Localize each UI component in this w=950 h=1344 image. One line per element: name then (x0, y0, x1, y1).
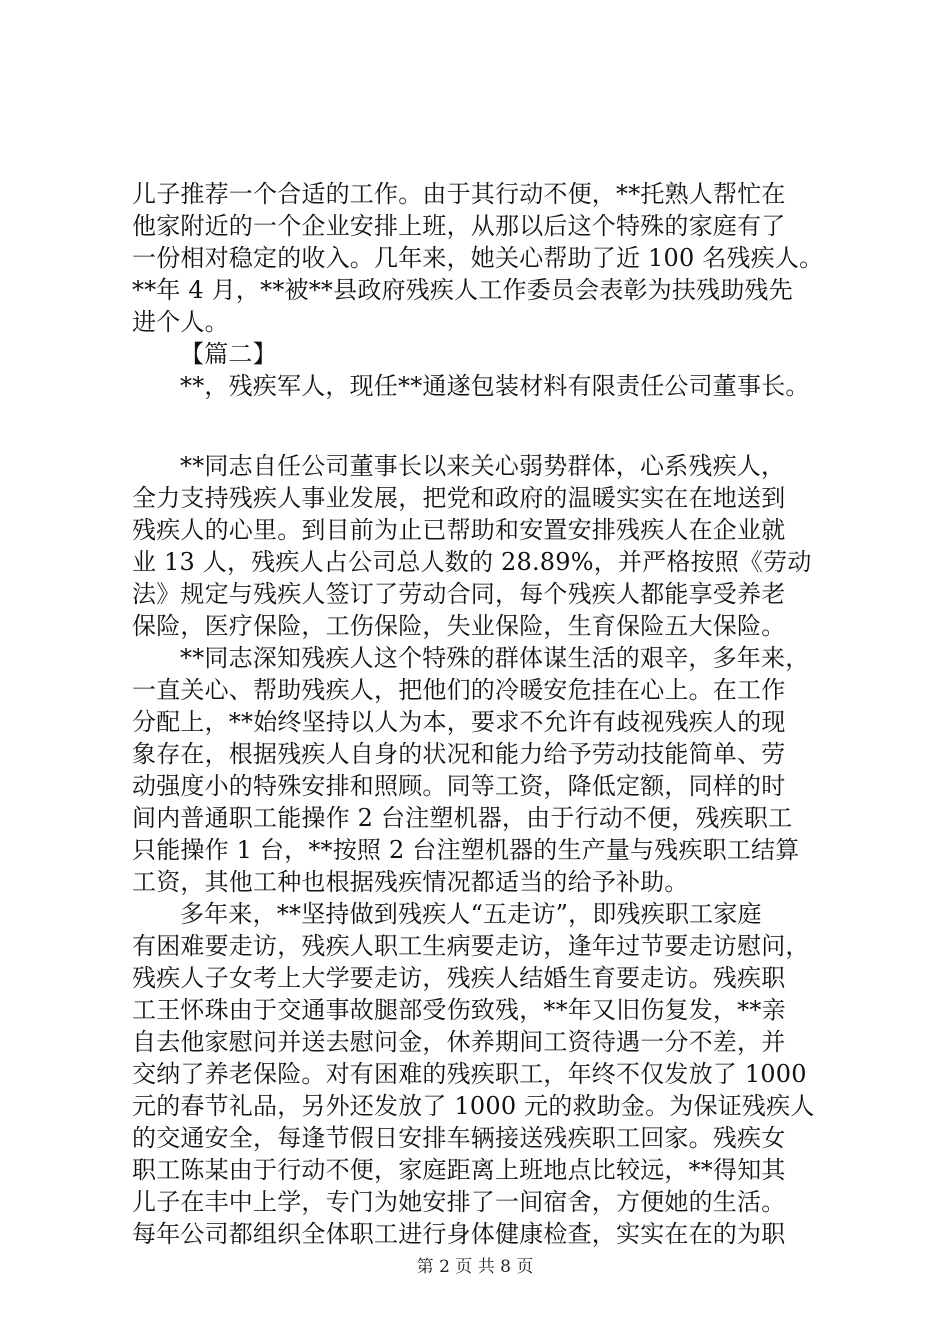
text-line: 每年公司都组织全体职工进行身体健康检查，实实在在的为职 (132, 1220, 786, 1248)
text-line: 分配上，**始终坚持以人为本，要求不允许有歧视残疾人的现 (132, 708, 786, 736)
text-line: **同志深知残疾人这个特殊的群体谋生活的艰辛，多年来， (180, 644, 810, 672)
text-line: 儿子在丰中上学，专门为她安排了一间宿舍，方便她的生活。 (132, 1188, 786, 1216)
text-line: 象存在，根据残疾人自身的状况和能力给予劳动技能简单、劳 (132, 740, 786, 768)
text-line: 动强度小的特殊安排和照顾。同等工资，降低定额，同样的时 (132, 772, 786, 800)
text-line: 的交通安全，每逢节假日安排车辆接送残疾职工回家。残疾女 (132, 1124, 786, 1152)
text-line: **年 4 月，**被**县政府残疾人工作委员会表彰为扶残助残先 (132, 276, 793, 304)
text-line: 残疾人的心里。到目前为止已帮助和安置安排残疾人在企业就 (132, 516, 786, 544)
paragraph-continued (132, 178, 832, 402)
text-line: 元的春节礼品，另外还发放了 1000 元的救助金。为保证残疾人 (132, 1092, 815, 1120)
text-line: 工资，其他工种也根据残疾情况都适当的给予补助。 (132, 868, 689, 896)
text-line: 多年来，**坚持做到残疾人“五走访”，即残疾职工家庭 (180, 900, 762, 928)
text-line: **同志自任公司董事长以来关心弱势群体，心系残疾人， (180, 452, 786, 480)
text-line: 法》规定与残疾人签订了劳动合同，每个残疾人都能享受养老 (132, 580, 786, 608)
text-line: 间内普通职工能操作 2 台注塑机器，由于行动不便，残疾职工 (132, 804, 793, 832)
text-line: 工王怀珠由于交通事故腿部受伤致残，**年又旧伤复发，**亲 (132, 996, 786, 1024)
text-line: **，残疾军人，现任**通遂包装材料有限责任公司董事长。 (180, 372, 810, 400)
text-line: 自去他家慰问并送去慰问金，休养期间工资待遇一分不差，并 (132, 1028, 786, 1056)
text-line: 交纳了养老保险。对有困难的残疾职工，年终不仅发放了 1000 (132, 1060, 807, 1088)
text-line: 残疾人子女考上大学要走访，残疾人结婚生育要走访。残疾职 (132, 964, 786, 992)
text-line: 全力支持残疾人事业发展，把党和政府的温暖实实在在地送到 (132, 484, 786, 512)
text-line: 儿子推荐一个合适的工作。由于其行动不便，**托熟人帮忙在 (132, 180, 786, 208)
text-line: 有困难要走访，残疾人职工生病要走访，逢年过节要走访慰问， (132, 932, 810, 960)
text-line: 他家附近的一个企业安排上班，从那以后这个特殊的家庭有了 (132, 212, 786, 240)
text-line: 业 13 人，残疾人占公司总人数的 28.89%，并严格按照《劳动 (132, 548, 812, 576)
text-line: 只能操作 1 台，**按照 2 台注塑机器的生产量与残疾职工结算 (132, 836, 800, 864)
text-line: 职工陈某由于行动不便，家庭距离上班地点比较远，**得知其 (132, 1156, 786, 1184)
page-number-footer: 第 2 页 共 8 页 (416, 1257, 534, 1277)
text-line: 一直关心、帮助残疾人，把他们的冷暖安危挂在心上。在工作 (132, 676, 786, 704)
text-line: 进个人。 (132, 308, 229, 336)
text-line: 一份相对稳定的收入。几年来，她关心帮助了近 100 名残疾人。 (132, 244, 824, 272)
section-heading: 【篇二】 (180, 340, 277, 368)
paragraph-body (132, 450, 832, 1250)
text-line: 保险，医疗保险，工伤保险，失业保险，生育保险五大保险。 (132, 612, 786, 640)
